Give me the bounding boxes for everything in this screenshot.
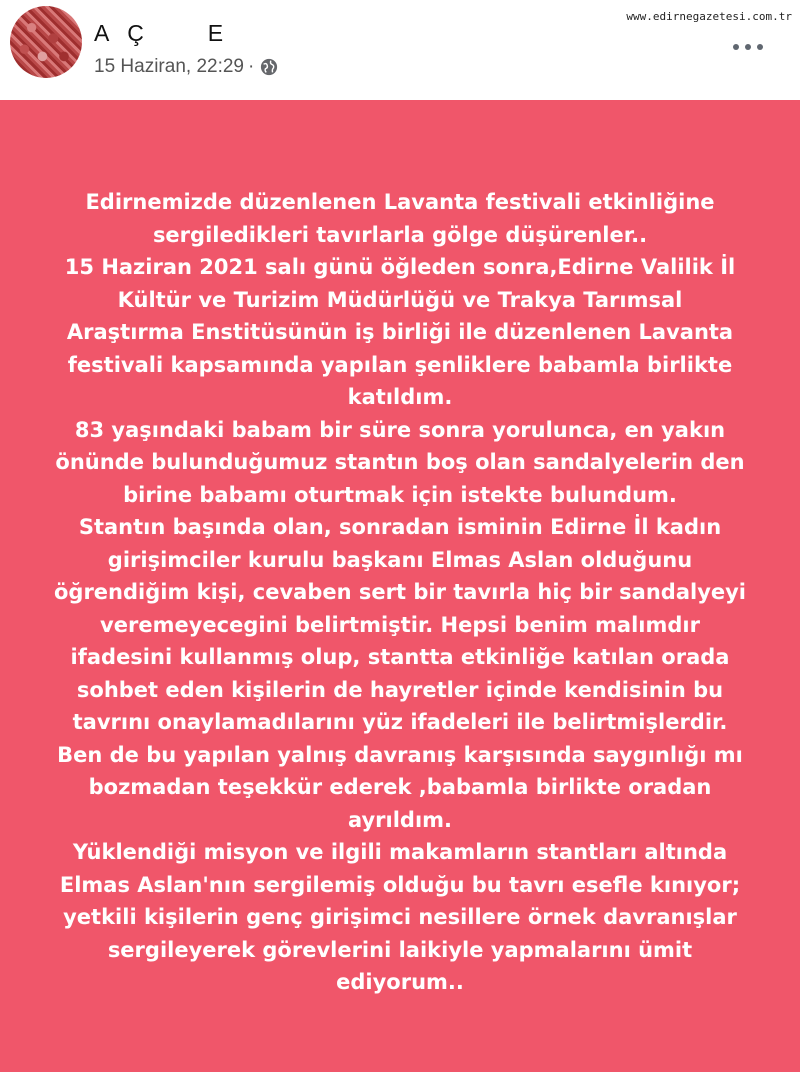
author-name[interactable]: A Ç E	[94, 20, 224, 46]
post-text-line: Kültür ve Turizim Müdürlüğü ve Trakya Tarımsal	[117, 287, 683, 312]
post-text-line: ediyorum..	[336, 970, 464, 994]
post-text-line: bozmadan teşekkür ederek ,babamla birlikte oradan	[88, 775, 712, 799]
post-text	[20, 186, 780, 999]
post-text-line: Elmas Aslan'nın sergilemiş olduğu bu tavrı esefle kınıyor;	[59, 872, 741, 897]
post-text-line: Edirnemizde düzenlenen Lavanta festivali etkinliğine	[85, 190, 715, 214]
post-header	[0, 0, 800, 100]
more-dot	[757, 44, 763, 50]
post-text-line: veremeyecegini belirtmiştir. Hepsi benim malımdır	[100, 612, 700, 637]
post-text-line: birine babamı oturtmak için istekte bulundum.	[123, 482, 677, 507]
watermark: www.edirnegazetesi.com.tr	[626, 10, 792, 23]
post-text-line: 83 yaşındaki babam bir süre sonra yorulunca, en yakın	[74, 417, 726, 442]
post-text-line: tavrını onaylamadılarını yüz ifadeleri ile belirtmişlerdir.	[72, 710, 728, 734]
post-text-line: katıldım.	[347, 385, 453, 409]
post-text-line: Stantın başında olan, sonradan isminin Edirne İl kadın	[78, 515, 722, 539]
colored-text-post	[0, 100, 800, 1072]
more-horizontal-icon[interactable]	[733, 37, 763, 57]
post-text-line: ayrıldım.	[347, 807, 453, 832]
post-text-line: festivali kapsamında yapılan şenliklere babamla birlikte	[67, 352, 733, 377]
meta-separator: ·	[248, 56, 255, 77]
globe-icon[interactable]	[260, 58, 278, 76]
more-dot	[733, 44, 739, 50]
post-timestamp[interactable]: 15 Haziran, 22:29	[94, 56, 244, 77]
avatar[interactable]	[10, 6, 82, 78]
post-text-line: sergileyerek görevlerini laikiyle yapmalarını ümit	[107, 937, 693, 962]
post-text-line: önünde bulunduğumuz stantın boş olan sandalyelerin den	[55, 450, 745, 474]
post-text-line: Ben de bu yapılan yalnış davranış karşısında saygınlığı mı	[57, 742, 743, 767]
post-text-line: Araştırma Enstitüsünün iş birliği ile düzenlenen Lavanta	[66, 320, 734, 344]
post-text-line: girişimciler kurulu başkanı Elmas Aslan olduğunu	[107, 547, 693, 572]
post-text-line: sohbet eden kişilerin de hayretler içinde kendisinin bu	[76, 677, 724, 702]
post-text-line: öğrendiğim kişi, cevaben sert bir tavırla hiç bir sandalyeyi	[53, 580, 747, 604]
post-text-line: sergiledikleri tavırlarla gölge düşürenler..	[152, 222, 648, 247]
post-text-line: ifadesini kullanmış olup, stantta etkinliğe katılan orada	[70, 645, 730, 669]
post-text-line: 15 Haziran 2021 salı günü öğleden sonra,Edirne Valilik İl	[64, 255, 736, 279]
post-text-line: Yüklendiği misyon ve ilgili makamların stantları altında	[72, 840, 728, 864]
post-meta	[94, 56, 278, 78]
more-dot	[745, 44, 751, 50]
post-text-line: yetkili kişilerin genç girişimci nesillere örnek davranışlar	[63, 905, 737, 929]
